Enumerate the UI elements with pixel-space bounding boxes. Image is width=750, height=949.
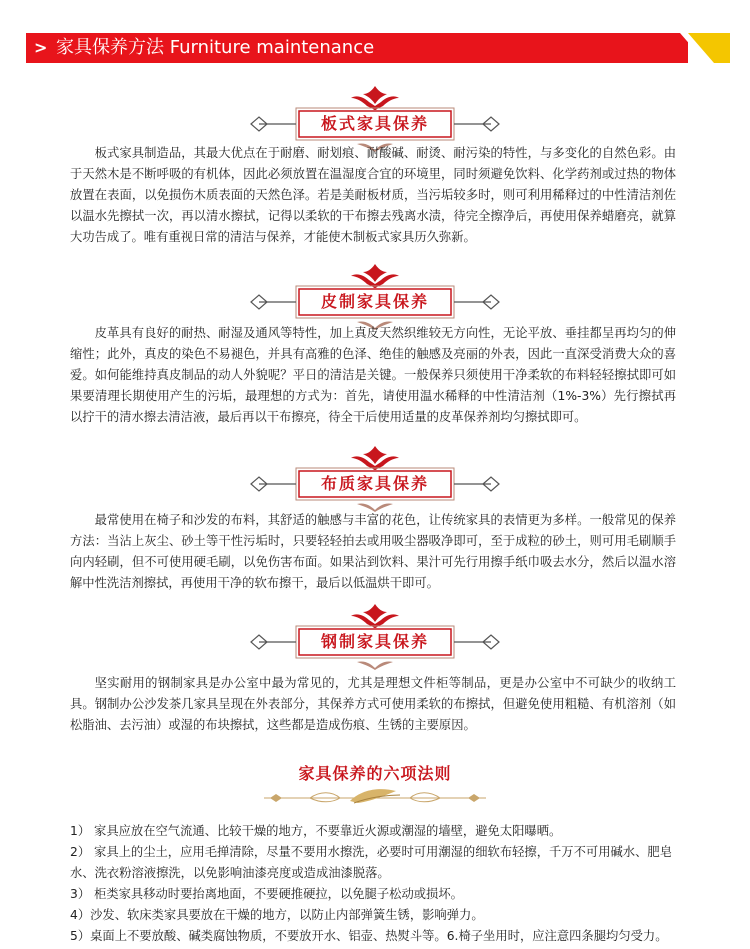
section-title-steel-furniture — [247, 602, 503, 672]
section-title-leather-furniture — [247, 262, 503, 332]
rules-title-block — [250, 763, 500, 809]
list-item: 5）桌面上不要放酸、碱类腐蚀物质，不要放开水、铝壶、热熨斗等。6.椅子坐用时，应注意四条腿均匀受力。 — [70, 929, 668, 943]
list-item: 4）沙发、软床类家具要放在干燥的地方，以防止内部弹簧生锈，影响弹力。 — [70, 908, 484, 922]
rules-list — [70, 821, 690, 947]
page-title: 家具保养方法 Furniture maintenance — [56, 37, 375, 58]
rules-heading: 家具保养的六项法则 — [298, 764, 452, 783]
section-paragraph: 最常使用在椅子和沙发的布料，其舒适的触感与丰富的花色，让传统家具的表情更为多样。一般常见的保养方法：当沾上灰尘、砂土等干性污垢时，只要轻轻拍去或用吸尘器吸净即可，至于成粒的砂土，则可用毛刷顺手向内轻刷，但不可使用硬毛刷，以免伤害布面。如果沾到饮料、果汁可先行用擦手纸巾吸去水分，然后以温水溶解中性洗洁剂擦拭，再使用干净的软布擦干，最后以低温烘干即可。 — [70, 513, 676, 590]
ornament-divider-icon — [250, 787, 500, 809]
section-title-fabric-furniture — [247, 444, 503, 514]
section-heading: 钢制家具保养 — [320, 632, 429, 651]
section-heading: 板式家具保养 — [320, 114, 429, 133]
section-paragraph: 板式家具制造品，其最大优点在于耐磨、耐划痕、耐酸碱、耐烫、耐污染的特性，与多变化的自然色彩。由于天然木是不断呼吸的有机体，因此必须放置在温湿度合宜的环境里，同时须避免饮料、化学药剂或过热的物体放置在表面，以免损伤木质表面的天然色泽。若是美耐板材质，当污垢较多时，则可利用稀释过的中性清洁剂佐以温水先擦拭一次，再以清水擦拭，记得以柔软的干布擦去残离水渍，待完全擦净后，再使用保养蜡磨亮，就算大功告成了。唯有重视日常的清洁与保养，才能使木制板式家具历久弥新。 — [70, 146, 676, 244]
section-header — [26, 33, 730, 63]
list-item: 2） 家具上的尘土，应用毛掸清除，尽量不要用水擦洗，必要时可用潮湿的细软布轻擦，千万不可用碱水、肥皂水、洗衣粉溶液擦洗，以免影响油漆亮度或造成油漆脱落。 — [70, 845, 672, 880]
section-paragraph: 坚实耐用的钢制家具是办公室中最为常见的，尤其是理想文件柜等制品，更是办公室中不可缺少的收纳工具。钢制办公沙发茶几家具呈现在外表部分，其保养方式可使用柔软的布擦拭，但避免使用粗糙、有机溶剂（如松脂油、去污油）或湿的布块擦拭，这些都是造成伤痕、生锈的主要原因。 — [70, 676, 676, 732]
section-heading: 皮制家具保养 — [320, 292, 429, 311]
list-item: 3） 柜类家具移动时要抬离地面，不要硬推硬拉，以免腿子松动或损坏。 — [70, 887, 463, 901]
chevron-right-icon: > — [34, 38, 48, 57]
section-paragraph: 皮革具有良好的耐热、耐湿及通风等特性，加上真皮天然织维较无方向性，无论平放、垂挂都呈再均匀的伸缩性；此外，真皮的染色不易褪色，并具有高雅的色泽、绝佳的触感及亮丽的外表，因此一直深受消费大众的喜爱。如何能维持真皮制品的动人外貌呢？平日的清洁是关键。一般保养只须使用干净柔软的布料轻轻擦拭即可如果要清理长期使用产生的污垢，最理想的方式为：首先，请使用温水稀释的中性清洁剂（1%-3%）先行擦拭再以拧干的清水擦去清洁液，最后再以干布擦亮，待全干后使用适量的皮革保养剂均匀擦拭即可。 — [70, 326, 676, 424]
list-item: 1） 家具应放在空气流通、比较干燥的地方，不要靠近火源或潮湿的墙壁，避免太阳曝晒。 — [70, 824, 562, 838]
section-heading: 布质家具保养 — [320, 474, 429, 493]
